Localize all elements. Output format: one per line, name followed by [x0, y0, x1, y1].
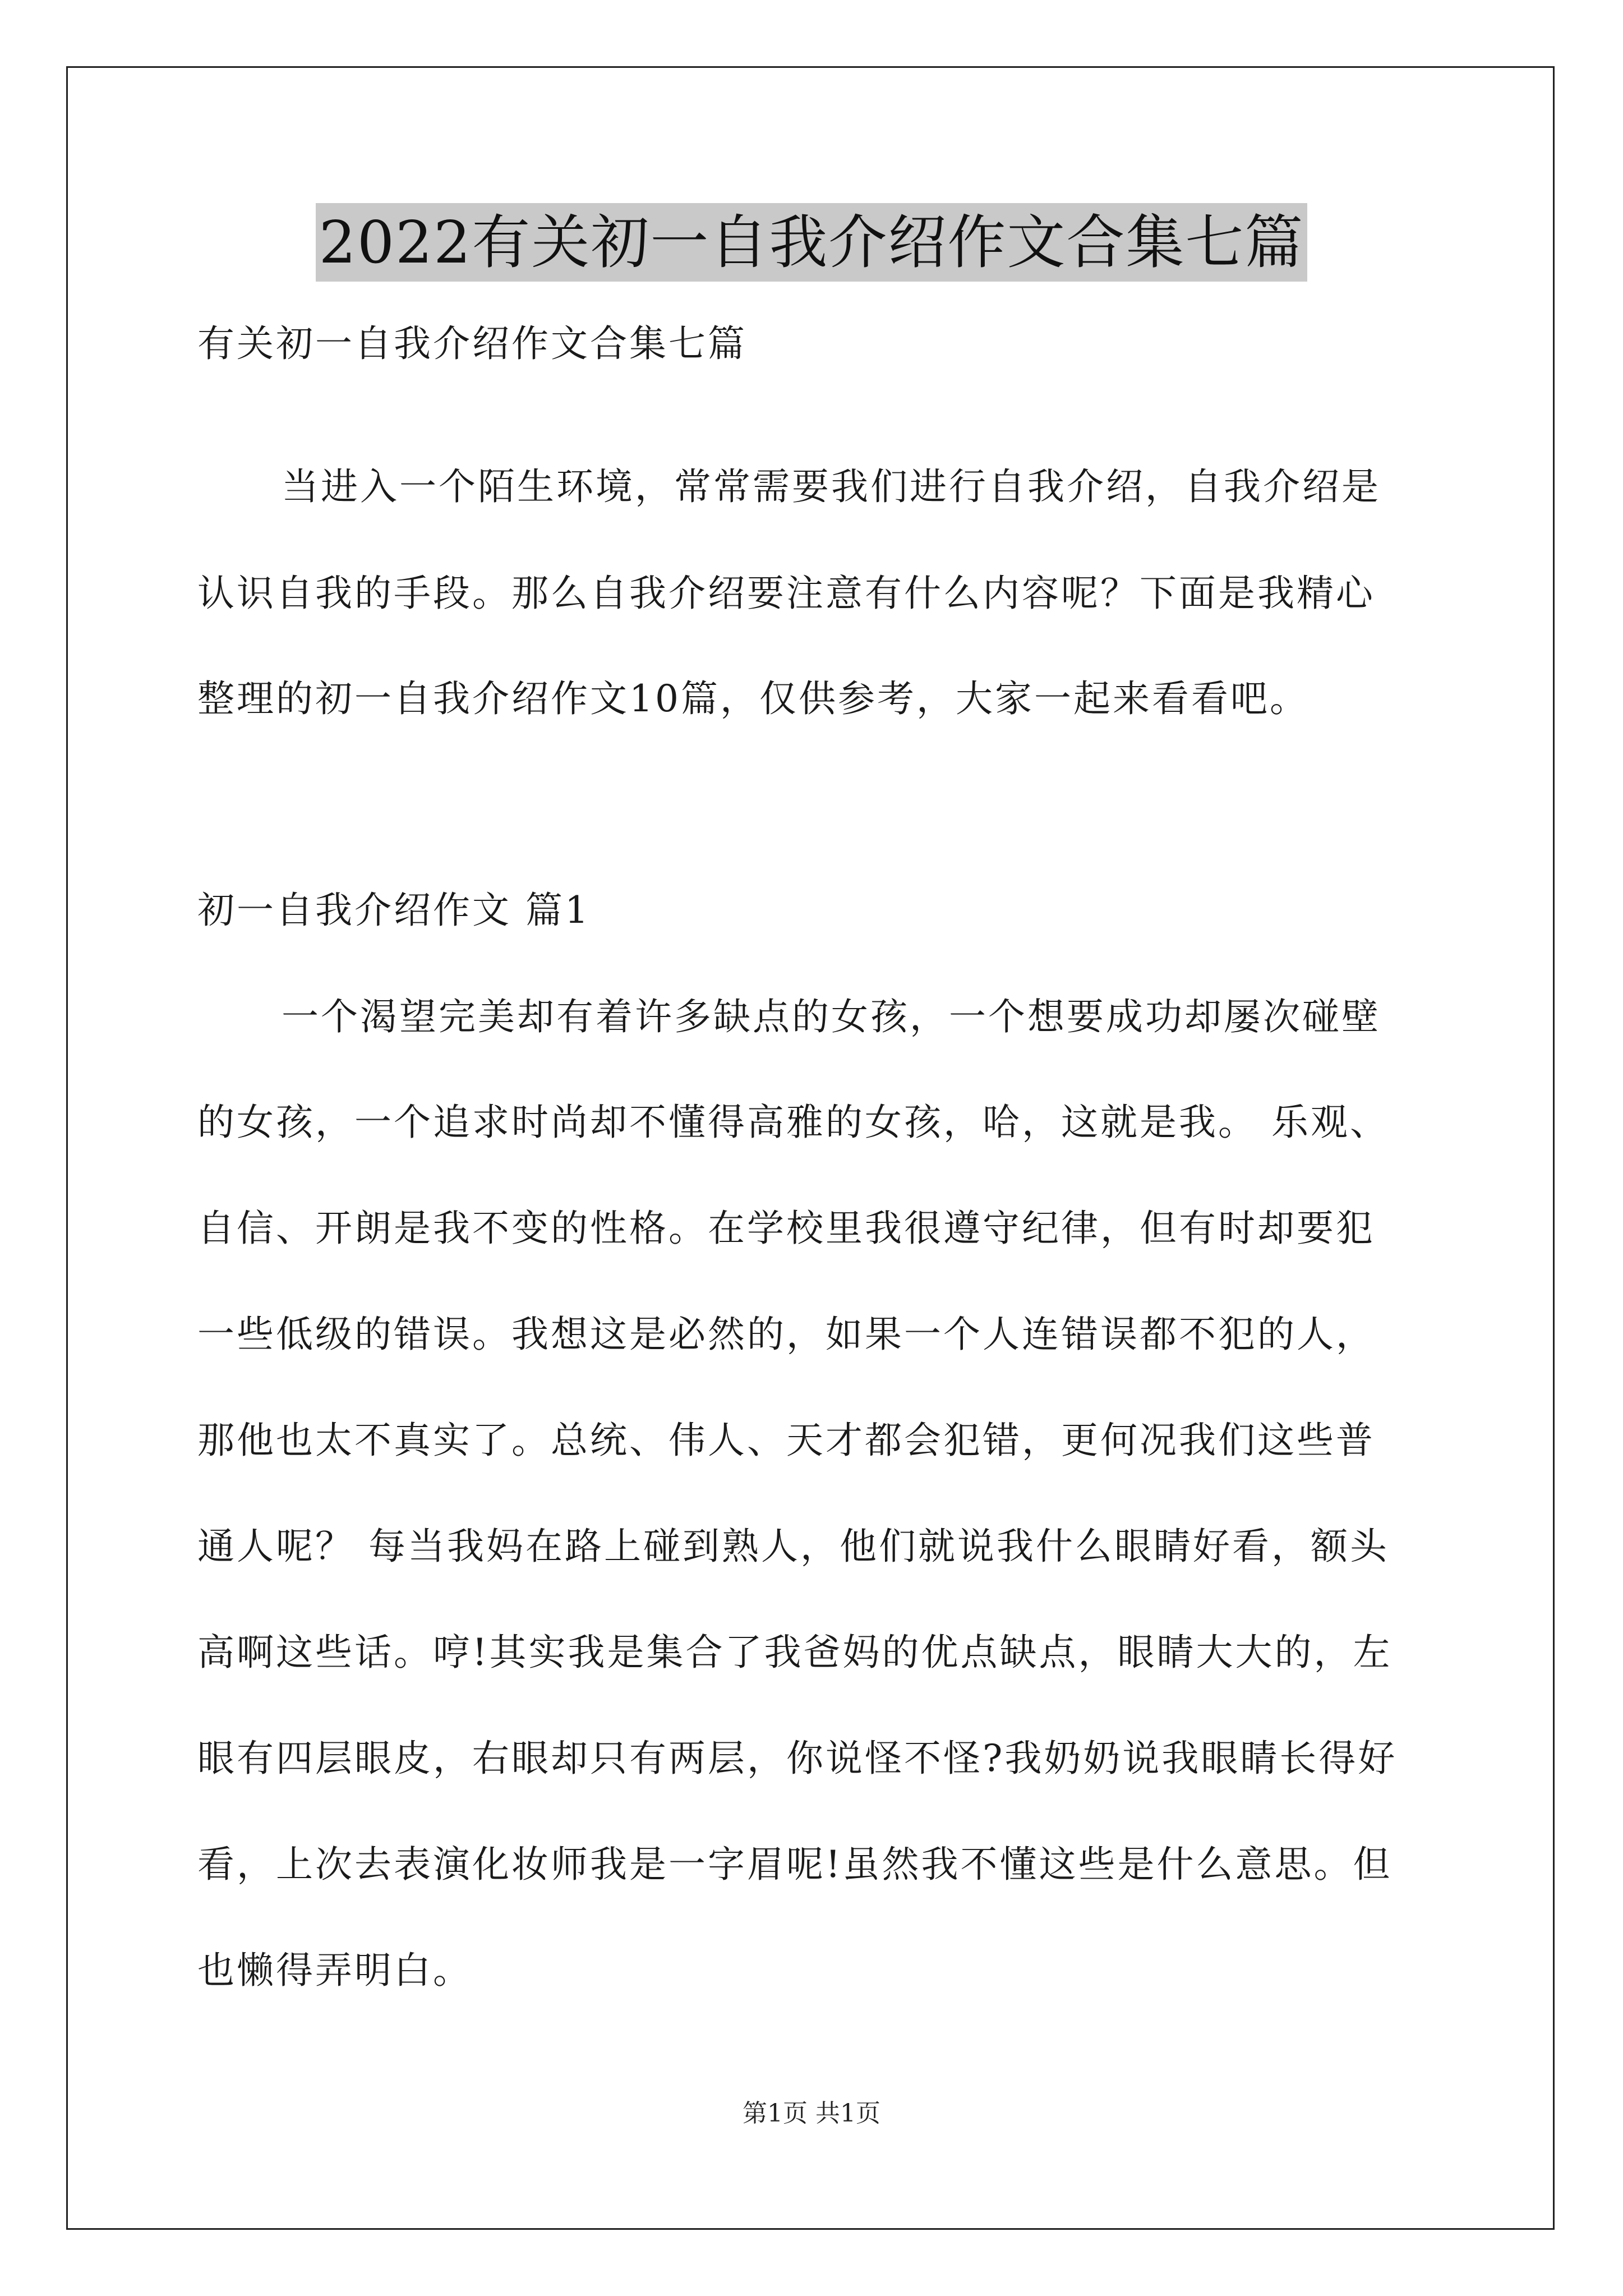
- body-line: 一些低级的错误。我想这是必然的，如果一个人连错误都不犯的人，: [197, 1313, 1375, 1356]
- body-line: 看，上次去表演化妆师我是一字眉呢!虽然我不懂这些是什么意思。但: [197, 1843, 1393, 1886]
- body-line: 通人呢？ 每当我妈在路上碰到熟人，他们就说我什么眼睛好看，额头: [197, 1525, 1389, 1568]
- body-line: 一个渴望完美却有着许多缺点的女孩，一个想要成功却屡次碰壁: [282, 995, 1381, 1038]
- page-footer: 第1页 共1页: [743, 2099, 880, 2128]
- document-title: 2022有关初一自我介绍作文合集七篇: [316, 203, 1308, 282]
- intro-line: 当进入一个陌生环境，常常需要我们进行自我介绍，自我介绍是: [282, 465, 1381, 508]
- title-container: [0, 203, 1623, 282]
- body-line: 眼有四层眼皮，右眼却只有两层，你说怪不怪?我奶奶说我眼睛长得好: [197, 1737, 1398, 1780]
- body-line: 高啊这些话。哼!其实我是集合了我爸妈的优点缺点，眼睛大大的，左: [197, 1631, 1393, 1674]
- intro-line: 整理的初一自我介绍作文10篇，仅供参考，大家一起来看看吧。: [197, 677, 1309, 720]
- body-line: 的女孩，一个追求时尚却不懂得高雅的女孩，哈，这就是我。 乐观、: [197, 1101, 1389, 1144]
- section-heading: 初一自我介绍作文 篇1: [197, 889, 591, 932]
- document-subtitle: 有关初一自我介绍作文合集七篇: [197, 322, 747, 365]
- body-line: 那他也太不真实了。总统、伟人、天才都会犯错，更何况我们这些普: [197, 1419, 1375, 1462]
- body-line: 也懒得弄明白。: [197, 1949, 472, 1992]
- intro-line: 认识自我的手段。那么自我介绍要注意有什么内容呢？下面是我精心: [197, 572, 1375, 615]
- body-line: 自信、开朗是我不变的性格。在学校里我很遵守纪律，但有时却要犯: [197, 1207, 1375, 1250]
- page-border: [66, 66, 1555, 2230]
